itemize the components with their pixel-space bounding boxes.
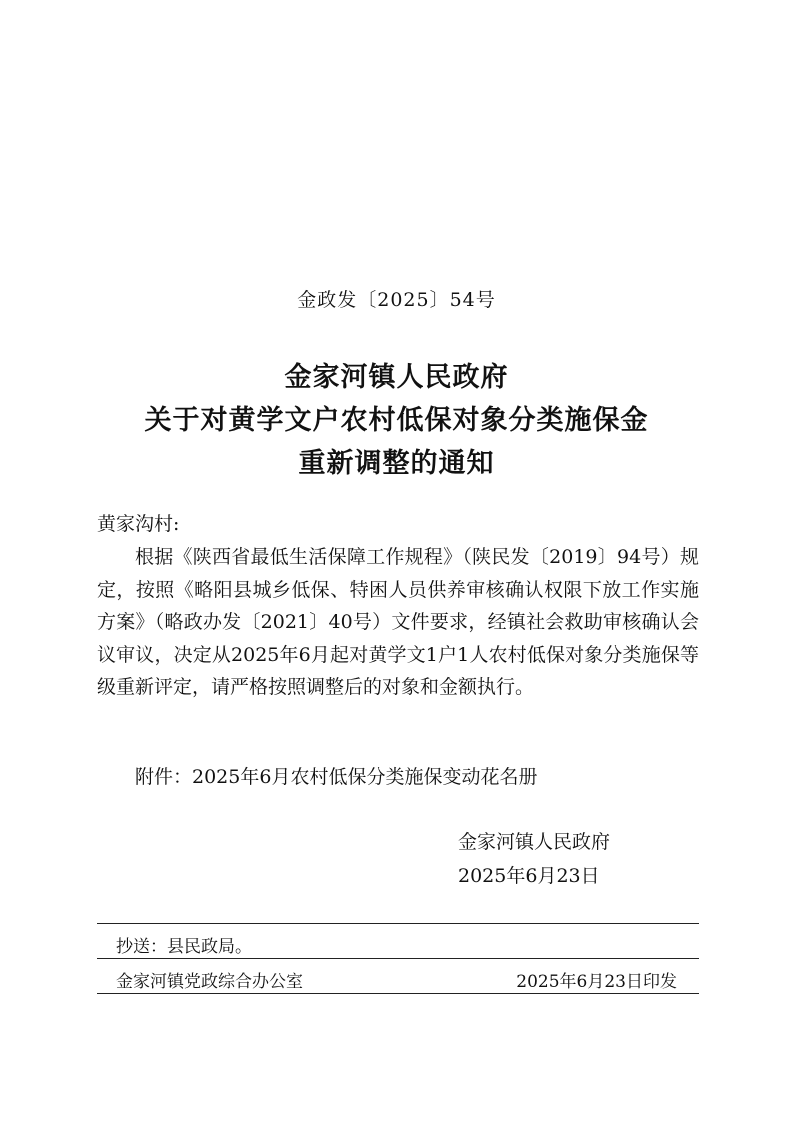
title-line-3: 重新调整的通知 <box>298 448 495 479</box>
issue-date: 2025年6月23日印发 <box>516 972 677 992</box>
attachment-note: 附件：2025年6月农村低保分类施保变动花名册 <box>135 766 538 788</box>
title-line-2: 关于对黄学文户农村低保对象分类施保金 <box>144 405 649 436</box>
document-number: 金政发〔2025〕54号 <box>297 289 496 311</box>
body-paragraph: 根据《陕西省最低生活保障工作规程》（陕民发〔2019〕94号）规定，按照《略阳县城乡低保、特困人员供养审核确认权限下放工作实施方案》（略政办发〔2021〕40号）文件要求，经镇社会救助审核确认会议审议，决定从2025年6月起对黄学文1户1人农村低保对象分类施保等级重新评定，请严格按照调整后的对象和金额执行。 <box>97 546 699 698</box>
footer-rule-top <box>97 923 699 924</box>
signature-date: 2025年6月23日 <box>458 865 600 887</box>
cc-line: 抄送：县民政局。 <box>116 937 252 957</box>
footer-rule-bottom <box>97 993 699 994</box>
title-line-1: 金家河镇人民政府 <box>284 362 509 393</box>
issuing-office: 金家河镇党政综合办公室 <box>116 972 303 992</box>
addressee: 黄家沟村: <box>97 513 180 535</box>
signature-organization: 金家河镇人民政府 <box>458 831 611 853</box>
footer-rule-middle <box>97 958 699 959</box>
